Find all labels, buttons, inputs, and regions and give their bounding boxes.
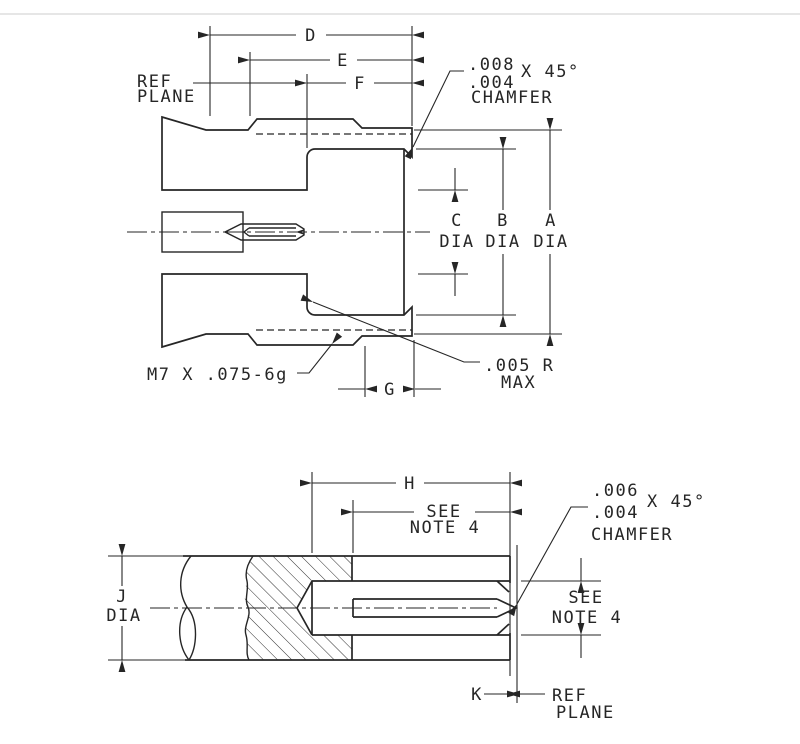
dia-label-a: A (545, 211, 557, 231)
see-note-right-line2: NOTE 4 (551, 608, 623, 628)
bottom-figure-section-view (106, 472, 705, 723)
thread-spec-note (147, 344, 332, 385)
chamfer-upper-tol: .008 (468, 55, 515, 75)
chamfer-word-bottom: CHAMFER (591, 525, 674, 545)
ref-plane-label-line1: REF (137, 72, 173, 92)
dim-label-f: F (354, 74, 366, 94)
chamfer-lower-tol: .004 (468, 73, 515, 93)
dim-label-d: D (305, 26, 317, 46)
dimension-d (210, 26, 412, 126)
dimension-k-ref-plane (471, 685, 615, 723)
radius-note-line2: MAX (501, 373, 537, 393)
see-note-4-right (521, 558, 622, 658)
dim-label-h: H (404, 474, 416, 494)
dia-word-c: DIA (439, 232, 475, 252)
dia-word-b: DIA (485, 232, 521, 252)
chamfer-lower-tol-bottom: .004 (592, 503, 639, 523)
see-note-4-top (353, 500, 510, 553)
dimension-g (338, 340, 441, 400)
thread-spec-label: M7 X .075-6g (147, 365, 288, 385)
dia-word-j: DIA (106, 606, 142, 626)
dia-label-c: C (451, 211, 463, 231)
chamfer-angle-bottom: X 45° (647, 492, 706, 512)
dimension-j-dia (106, 556, 141, 660)
ref-plane-bottom-line1: REF (552, 686, 588, 706)
see-note-right-line1: SEE (568, 588, 604, 608)
front-face (497, 556, 510, 660)
dia-word-a: DIA (533, 232, 569, 252)
chamfer-word: CHAMFER (471, 88, 554, 108)
chamfer-note-top (413, 55, 580, 147)
dim-label-g: G (384, 380, 396, 400)
dim-label-k: K (471, 685, 483, 705)
radius-note-line1: .005 R (484, 356, 555, 376)
chamfer-upper-tol-bottom: .006 (592, 481, 639, 501)
chamfer-note-bottom (517, 481, 706, 604)
top-figure-section-view (127, 26, 580, 400)
see-note-top-line2: NOTE 4 (409, 518, 481, 538)
ref-plane-label-line2: PLANE (137, 87, 196, 107)
dim-label-e: E (337, 51, 349, 71)
chamfer-angle: X 45° (521, 62, 580, 82)
dia-label-b: B (497, 211, 509, 231)
dimension-f-ref-plane (137, 72, 412, 148)
see-note-top-line1: SEE (426, 502, 462, 522)
ref-plane-bottom-line2: PLANE (556, 703, 615, 723)
dim-label-j: J (116, 587, 128, 607)
